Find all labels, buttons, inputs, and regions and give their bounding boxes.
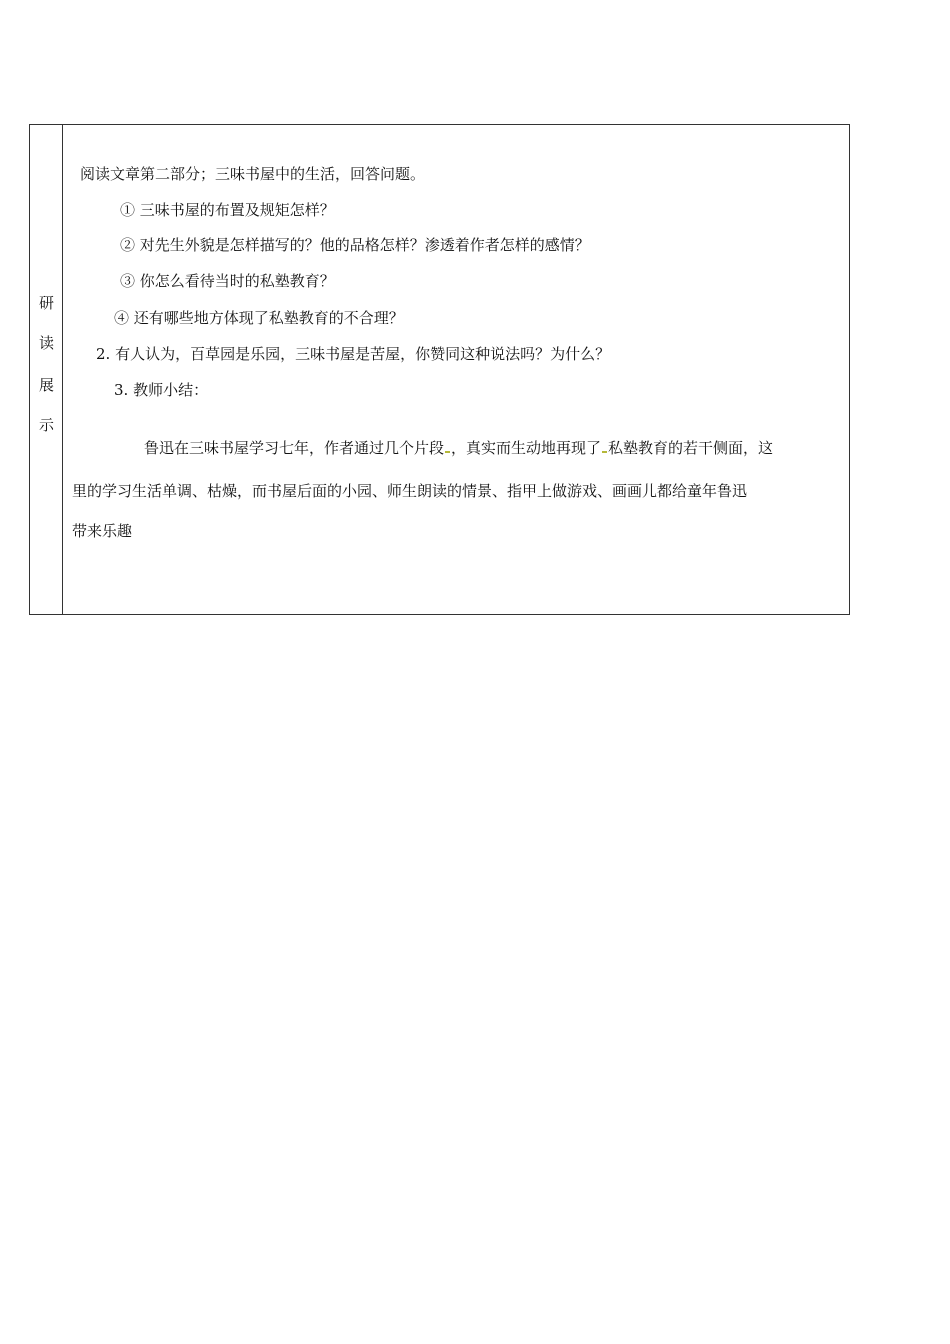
reading-instruction: 阅读文章第二部分；三味书屋中的生活，回答问题。 [80, 165, 426, 183]
revision-mark [445, 451, 450, 453]
revision-mark [602, 451, 607, 453]
summary-text: 私塾教育的若干侧面，这 [608, 439, 774, 457]
section-label-char: 读 [38, 334, 54, 352]
summary-line-2: 里的学习生活单调、枯燥，而书屋后面的小园、师生朗读的情景、指甲上做游戏、画画儿都给童年鲁迅 [72, 482, 748, 500]
summary-line-1 [144, 438, 773, 458]
section-label-char: 示 [38, 416, 54, 434]
question-1-2: ② 对先生外貌是怎样描写的？他的品格怎样？渗透着作者怎样的感情？ [120, 236, 590, 254]
section-label-char: 展 [38, 376, 54, 394]
question-3-heading: 3. 教师小结： [114, 381, 209, 399]
question-1-1: ① 三味书屋的布置及规矩怎样？ [120, 201, 335, 219]
section-label-char: 研 [38, 294, 54, 312]
lesson-table [29, 124, 850, 615]
summary-text: ，真实而生动地再现了 [451, 439, 602, 457]
summary-line-3: 带来乐趣 [72, 522, 133, 540]
question-1-4: ④ 还有哪些地方体现了私塾教育的不合理？ [114, 309, 404, 327]
question-1-3: ③ 你怎么看待当时的私塾教育？ [120, 272, 335, 290]
section-label-column [30, 125, 63, 614]
question-2: 2. 有人认为，百草园是乐园，三味书屋是苦屋，你赞同这种说法吗？为什么？ [96, 345, 611, 363]
summary-text: 鲁迅在三味书屋学习七年，作者通过几个片段 [144, 439, 445, 457]
